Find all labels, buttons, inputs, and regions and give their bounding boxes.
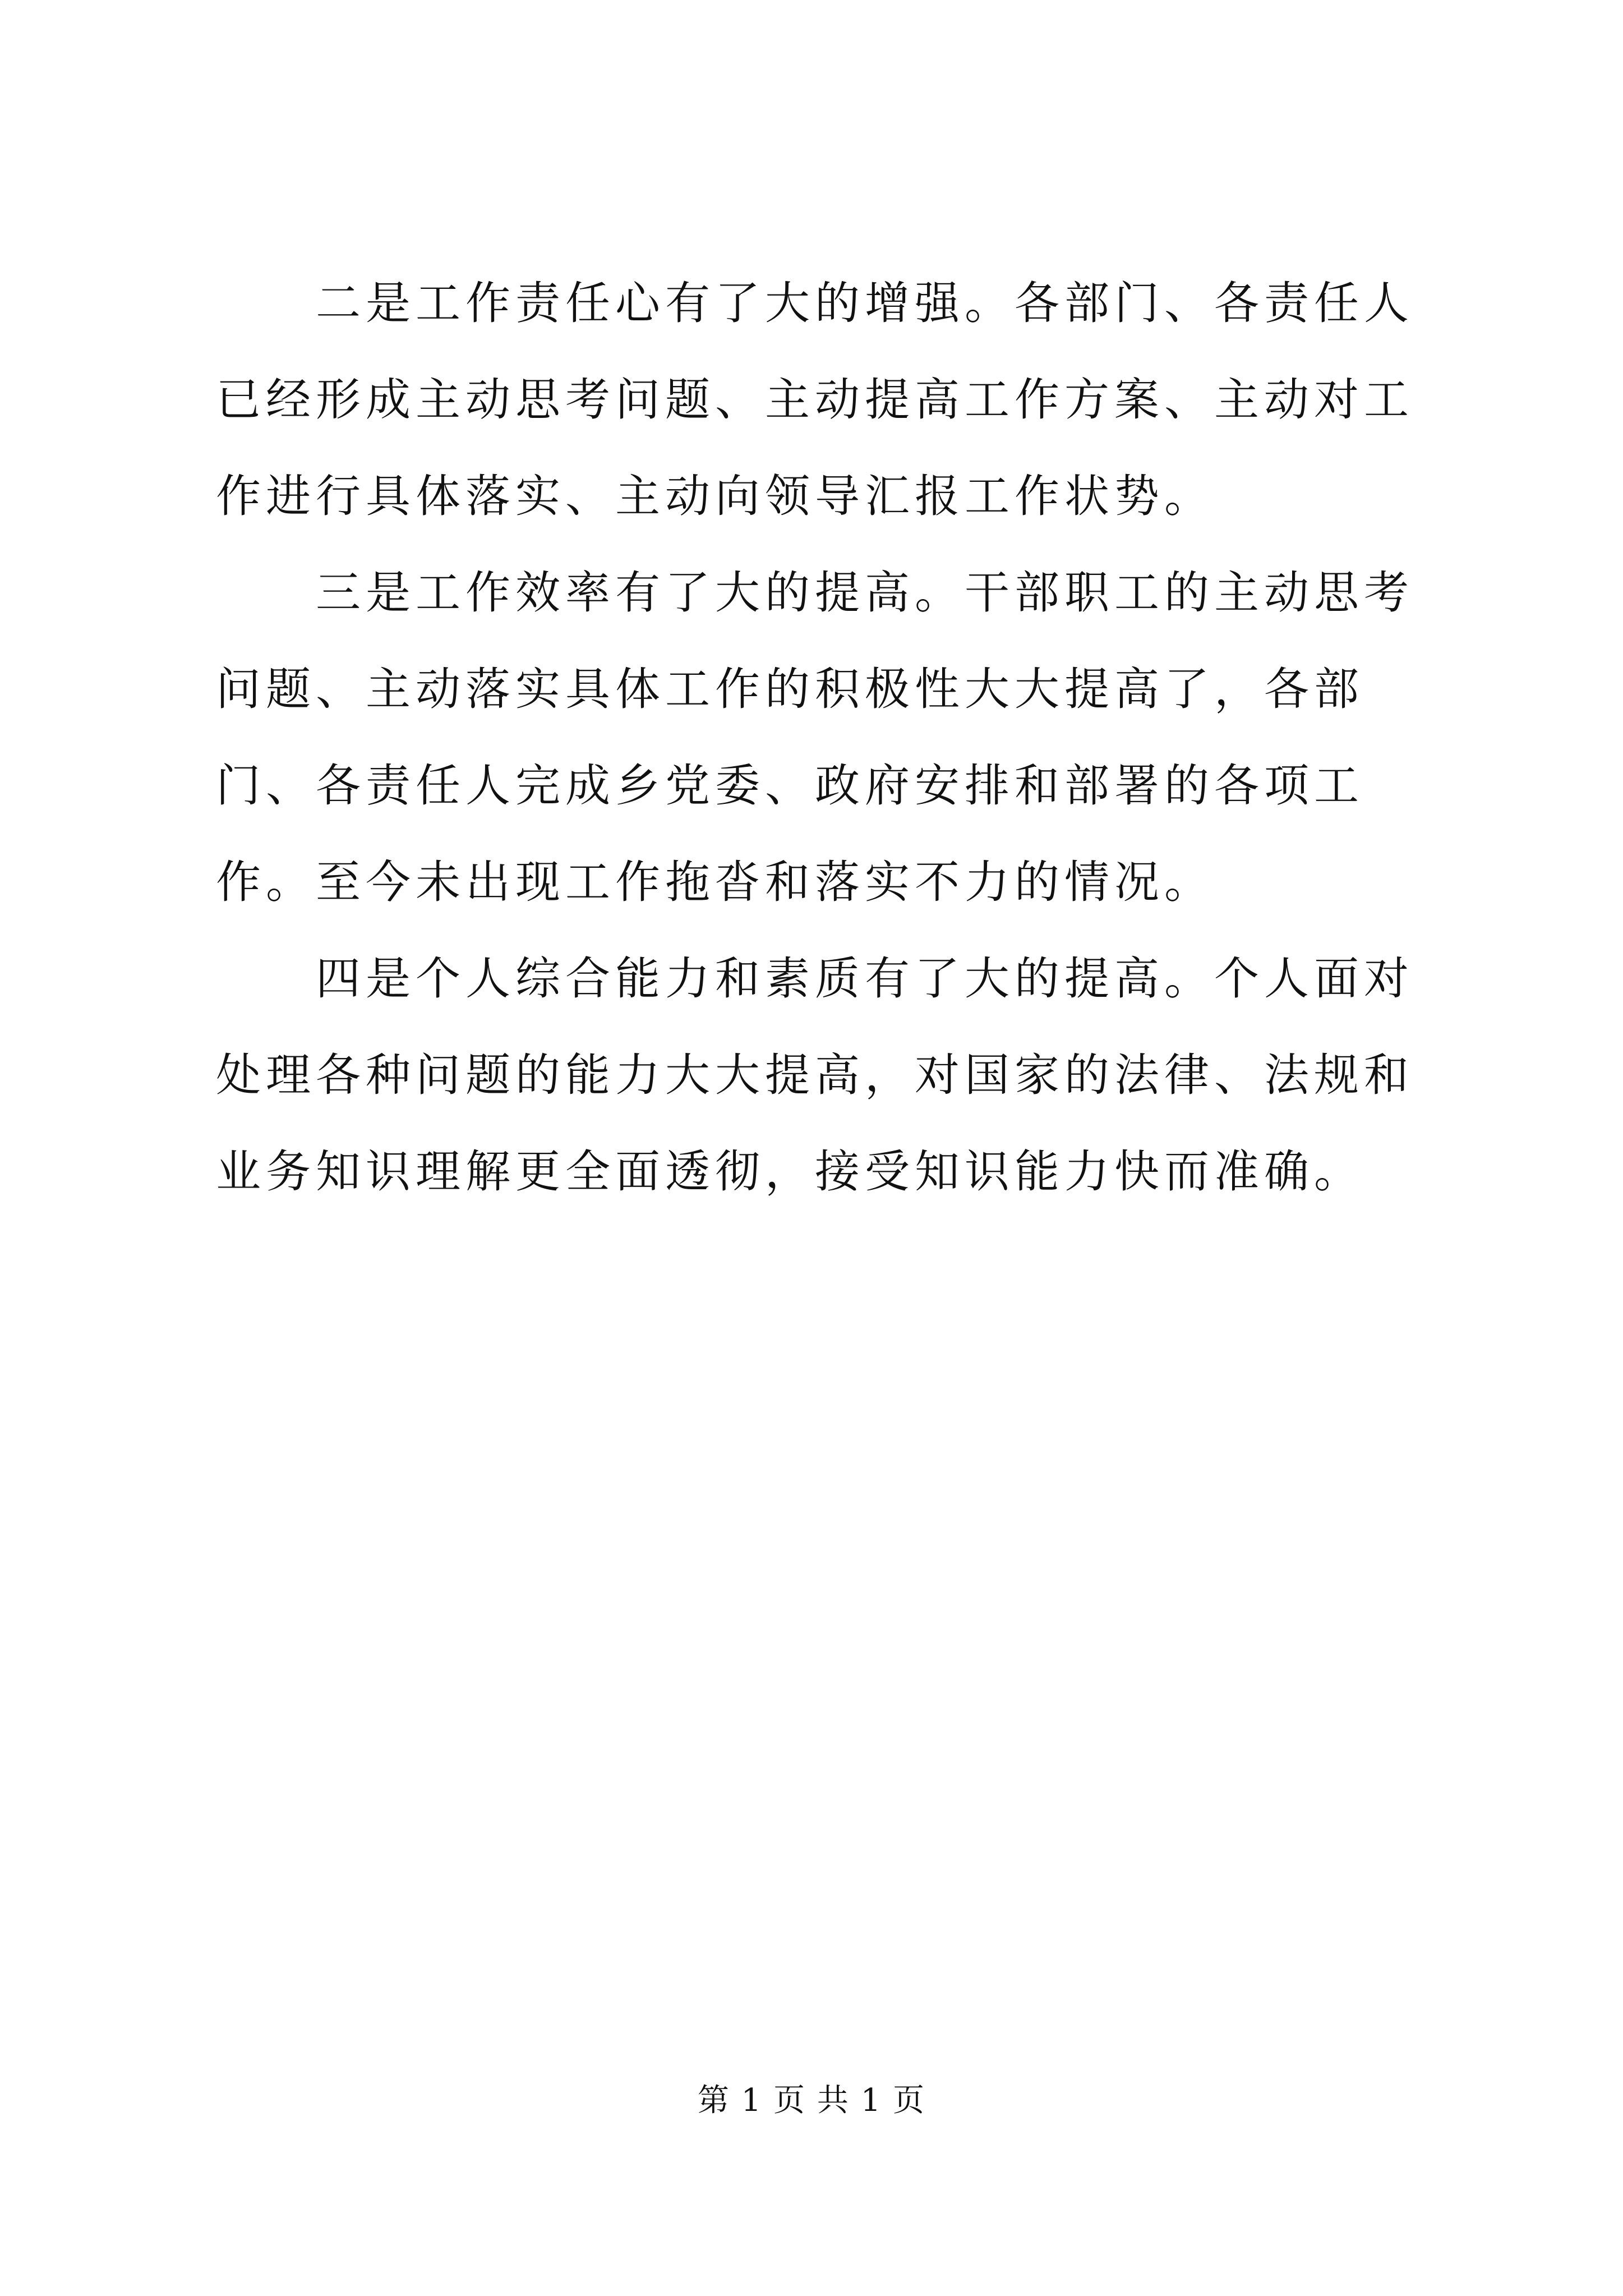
paragraph-responsibility: 二是工作责任心有了大的增强。各部门、各责任人已经形成主动思考问题、主动提高工作方案、主动对工作进行具体落实、主动向领导汇报工作状势。 <box>216 277 1414 522</box>
paragraph-efficiency: 三是工作效率有了大的提高。干部职工的主动思考问题、主动落实具体工作的积极性大大提高了，各部门、各责任人完成乡党委、政府安排和部署的各项工作。至今未出现工作拖沓和落实不力的情况。 <box>216 567 1414 908</box>
paragraph-personal-ability: 四是个人综合能力和素质有了大的提高。个人面对处理各种问题的能力大大提高，对国家的法律、法规和业务知识理解更全面透彻，接受知识能力快而准确。 <box>216 953 1414 1198</box>
page-footer: 第 1 页 共 1 页 <box>697 2082 926 2119</box>
document-body <box>216 255 1444 1220</box>
